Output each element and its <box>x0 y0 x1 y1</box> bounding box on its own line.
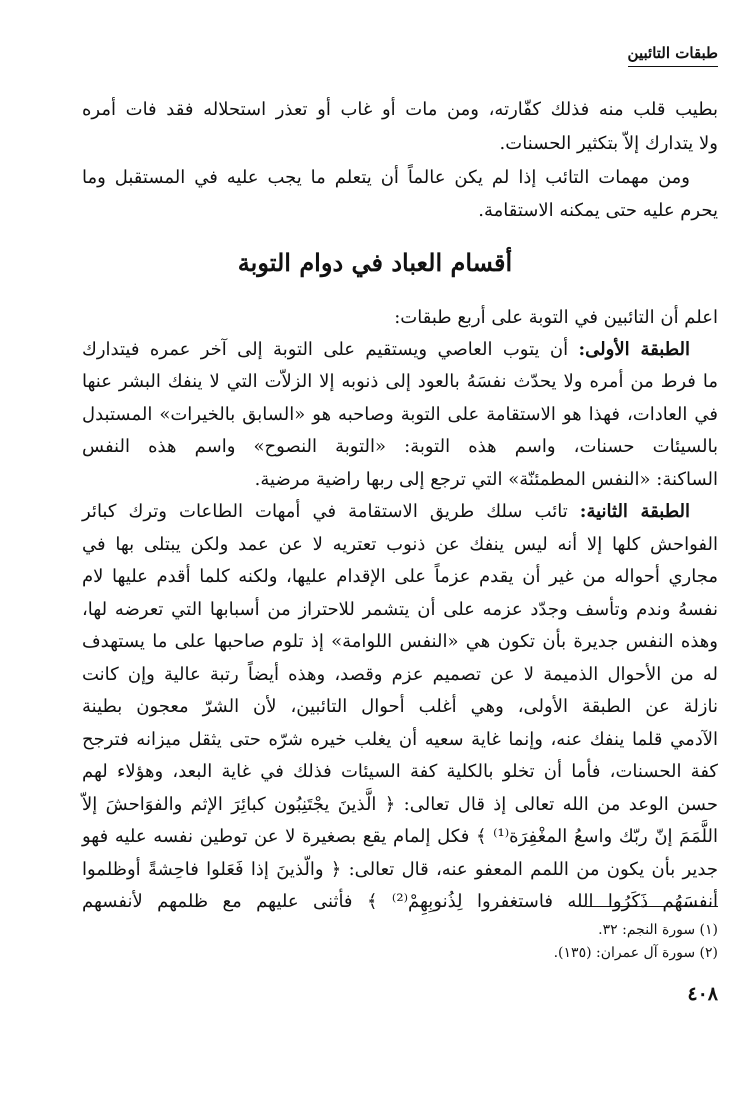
text-line <box>82 337 718 363</box>
text-line: الآدمي قلما ينفك عنه، وإنما غاية سعيه أن يغلب خيره شرّه حتى يثقل ميزانه فترجح <box>82 729 718 750</box>
text-line: كفة الحسنات، فأما أن تخلو بالكلية كفة السيئات فذلك في غاية البعد، وهؤلاء لهم <box>82 761 718 782</box>
section-heading: أقسام العباد في دوام التوبة <box>237 248 513 277</box>
footnote-divider <box>586 906 718 907</box>
text-line: نازلة عن الطبقة الأولى، وهي أغلب أحوال التائبين، لأن الشرّ معجون بطينة <box>82 696 718 717</box>
text-line: يحرم عليه حتى يمكنه الاستقامة. <box>478 200 718 221</box>
text-line: الفواحش كلها إلا أنه ليس ينفك عن ذنوب تعتريه لا عن عمد ولكن يبتلى بها في <box>82 534 718 555</box>
text-line: حسن الوعد من الله تعالى إذ قال تعالى: ﴿ الَّذينَ يجْتَنِبُون كبائِرَ الإثم والفوَاحشَ إلاّ <box>82 794 718 815</box>
text-line: له من الأحوال الذميمة لا عن تصميم عزم وقصد، وهذه أيضاً رتبة عالية وإن كانت <box>82 664 718 685</box>
text-line: بالسيئات حسنات، واسم هذه التوبة: «التوبة النصوح» واسم هذه النفس <box>82 436 718 457</box>
footnote-2: (٢) سورة آل عمران: (١٣٥). <box>553 945 718 961</box>
text-line: في العادات، فهذا هو الاستقامة على التوبة وصاحبه هو «السابق بالخيرات» المستبدل <box>82 404 718 425</box>
text-line: جدير بأن يكون من اللمم المعفو عنه، قال تعالى: ﴿ والّذينَ إذا فَعَلوا فاحِشةً أوظلموا <box>82 859 718 880</box>
text-line: ما فرط من أمره ولا يحدّث نفسَهُ بالعود إلى ذنوبه إلا الزلاّت التي لا ينفك البشر عنها <box>82 371 718 392</box>
text-line: أنفسَهُم ذَكَرُوا الله فاستغفروا لِذُنوبِهِمْ⁽²⁾ ﴾ فأثنى عليهم مع ظلمهم لأنفسهم <box>82 891 718 912</box>
text-line: وهذه النفس جديرة بأن تكون هي «النفس اللوامة» إذ تلوم صاحبها على ما يستهدف <box>82 631 718 652</box>
tier-label-second: الطبقة الثانية: <box>579 501 690 522</box>
text-line: ومن مهمات التائب إذا لم يكن عالماً أن يتعلم ما يجب عليه في المستقبل وما <box>82 167 690 188</box>
text-line: بطيب قلب منه فذلك كفّارته، ومن مات أو غاب أو تعذر استحلاله فقد فات أمره <box>82 99 718 120</box>
text-line: اللَّمَمَ إنّ ربّك واسعُ المغْفِرَة⁽¹⁾ ﴾ فكل إلمام يقع بصغيرة لا عن توطين نفسه عليه فهو <box>82 826 718 847</box>
text-line: اعلم أن التائبين في التوبة على أربع طبقات: <box>394 307 718 328</box>
text-span: تائب سلك طريق الاستقامة في أمهات الطاعات وترك كبائر <box>82 501 568 522</box>
text-line: الساكنة: «النفس المطمئنّة» التي ترجع إلى ربها راضية مرضية. <box>254 469 718 490</box>
text-span: أن يتوب العاصي ويستقيم على التوبة إلى آخر عمره فيتدارك <box>82 339 569 360</box>
text-line: مجاري أحواله من غير أن يقدم عزماً على الإقدام عليها، ولكنه كلما أقدم عليها لام <box>82 566 718 587</box>
footnote-1: (١) سورة النجم: ٣٢. <box>598 922 718 938</box>
text-line: نفسهُ وندم وتأسف وجدّد عزمه على أن يتشمر للاحتراز من أسبابها التي تعرضه لها، <box>82 599 718 620</box>
text-line: ولا يتدارك إلاّ بتكثير الحسنات. <box>499 133 718 154</box>
tier-label-first: الطبقة الأولى: <box>578 339 690 360</box>
page-number: ٤٠٨ <box>687 983 718 1005</box>
running-head: طبقات التائبين <box>628 44 718 67</box>
text-line <box>82 499 718 525</box>
